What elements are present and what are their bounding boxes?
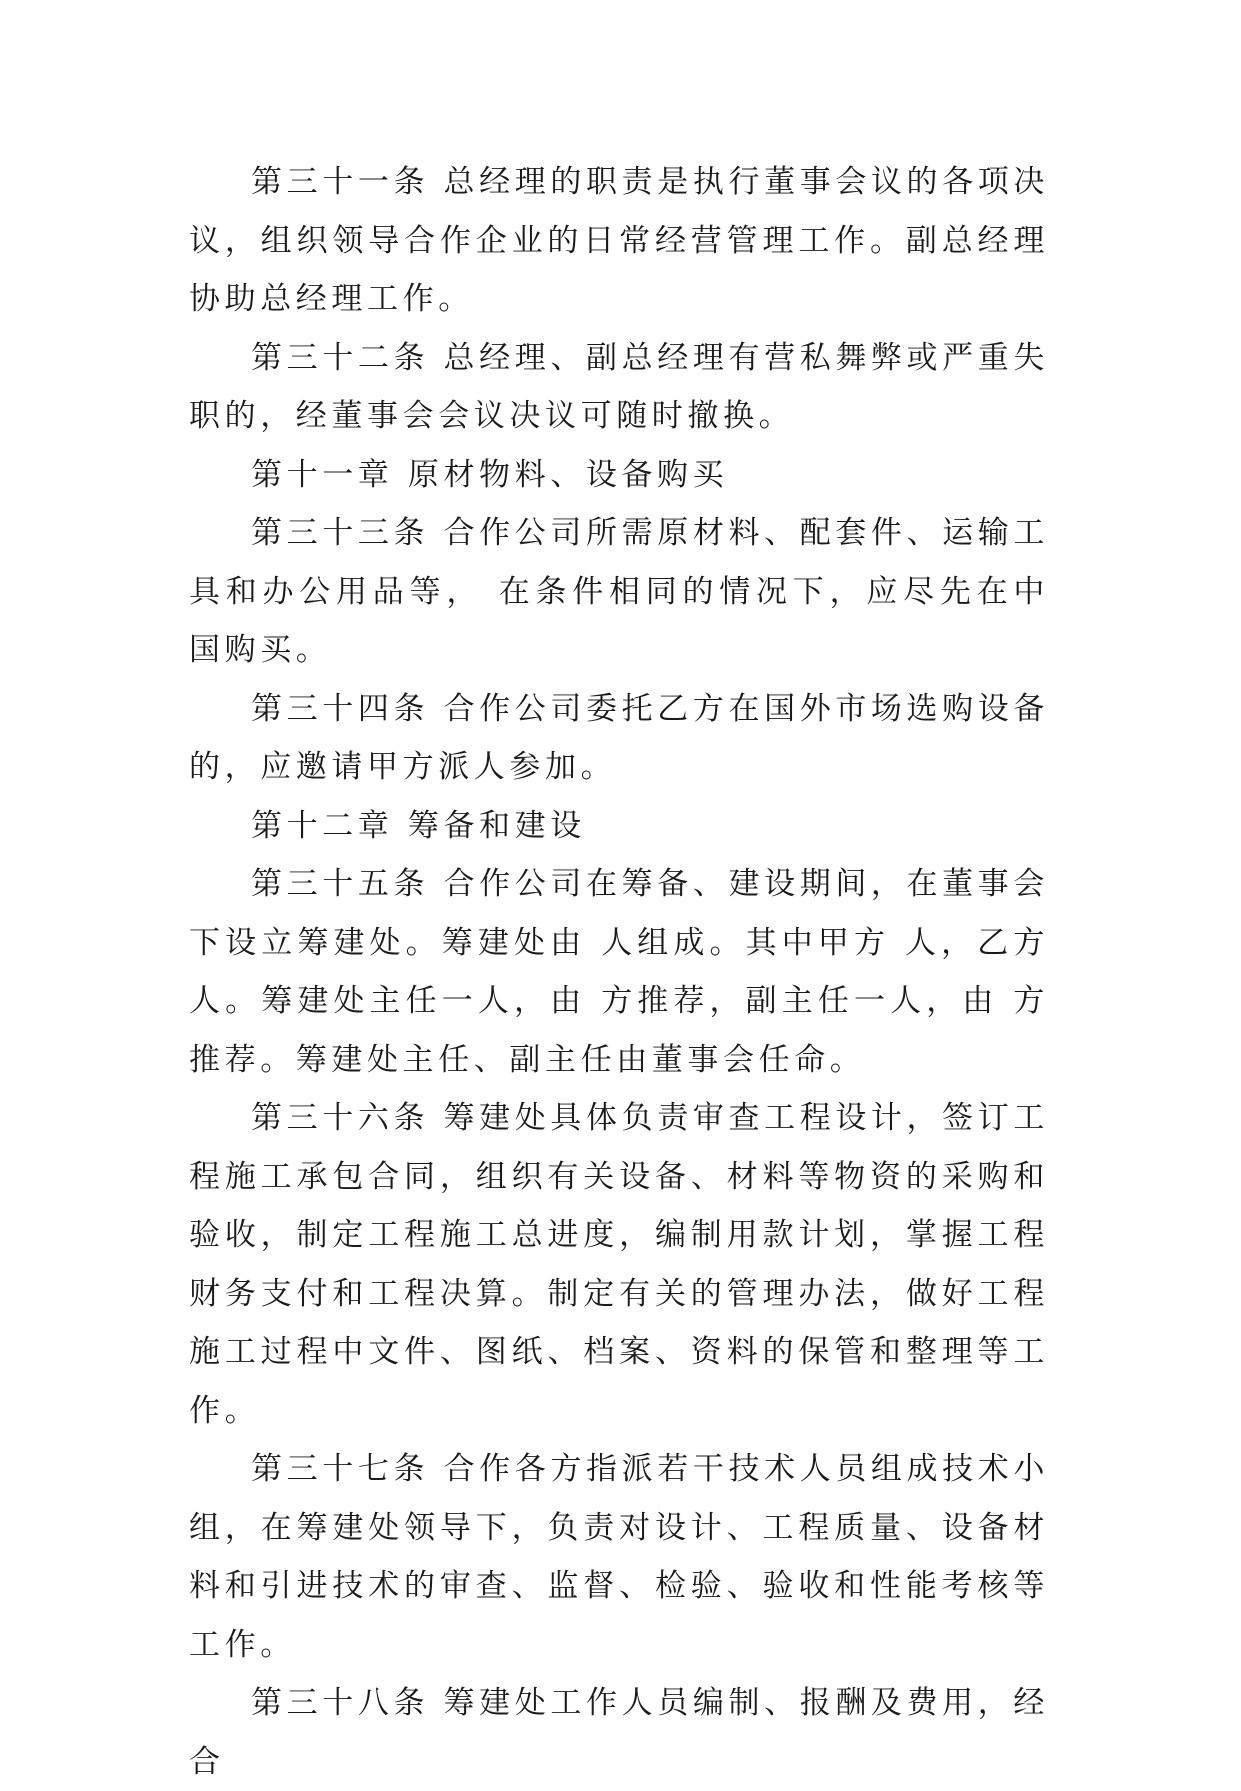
article-37: 第三十七条 合作各方指派若干技术人员组成技术小组，在筹建处领导下，负责对设计、工程质量、设备材料和引进技术的审查、监督、检验、验收和性能考核等工作。: [189, 1451, 1049, 1663]
chapter-11-heading: 第十一章 原材物料、设备购买: [251, 456, 729, 493]
document-body: [189, 153, 1049, 1791]
article-34: 第三十四条 合作公司委托乙方在国外市场选购设备的，应邀请甲方派人参加。: [189, 690, 1049, 785]
article-31: 第三十一条 总经理的职责是执行董事会议的各项决议，组织领导合作企业的日常经营管理工作。副总经理协助总经理工作。: [189, 164, 1049, 317]
article-32: 第三十二条 总经理、副总经理有营私舞弊或严重失职的，经董事会会议决议可随时撤换。: [189, 339, 1049, 434]
article-38: 第三十八条 筹建处工作人员编制、报酬及费用，经合: [189, 1685, 1049, 1780]
article-36: 第三十六条 筹建处具体负责审查工程设计，签订工程施工承包合同，组织有关设备、材料等物资的采购和验收，制定工程施工总进度，编制用款计划，掌握工程财务支付和工程决算。制定有关的管理办法，做好工程施工过程中文件、图纸、档案、资料的保管和整理等工作。: [189, 1100, 1049, 1429]
article-35: 第三十五条 合作公司在筹备、建设期间，在董事会下设立筹建处。筹建处由 人组成。其中甲方 人，乙方 人。筹建处主任一人，由 方推荐，副主任一人，由 方推荐。筹建处主任、副主任由董事会任命。: [189, 866, 1049, 1078]
chapter-12-heading: 第十二章 筹备和建设: [251, 807, 586, 844]
article-33: 第三十三条 合作公司所需原材料、配套件、运输工具和办公用品等， 在条件相同的情况下，应尽先在中国购买。: [189, 515, 1049, 668]
